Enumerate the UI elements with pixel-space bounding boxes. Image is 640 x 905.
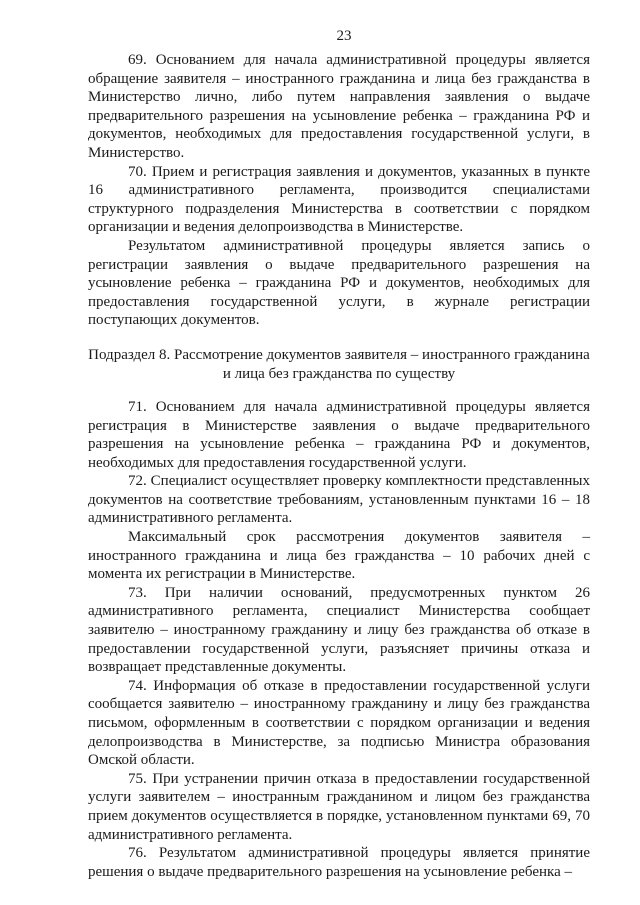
paragraph-69: 69. Основанием для начала административной процедуры является обращение заявителя – иностранного гражданина и лица без гражданства в Министерство лично, либо путем направления заявления о выдаче предварительного разрешения на усыновление ребенка – гражданина РФ и документов, необходимых для предоставления государственной услуги, в Министерство. <box>88 52 590 161</box>
paragraph-71: 71. Основанием для начала административной процедуры является регистрация в Министерстве заявления о выдаче предварительного разрешения на усыновление ребенка – гражданина РФ и документов, необходимых для предоставления государственной услуги. <box>88 398 590 471</box>
paragraph-73: 73. При наличии оснований, предусмотренных пунктом 26 административного регламента, специалист Министерства сообщает заявителю – иностранному гражданину и лицу без гражданства об отказе в предоставлении государственной услуги, разъясняет причины отказа и возвращает представленные документы. <box>88 584 590 676</box>
paragraph-max-term: Максимальный срок рассмотрения документов заявителя – иностранного гражданина и лица без гражданства – 10 рабочих дней с момента их регистрации в Министерстве. <box>88 529 590 583</box>
paragraph-result-registration: Результатом административной процедуры является запись о регистрации заявления о выдаче предварительного разрешения на усыновление ребенка – гражданина РФ и документов, необходимых для предоставления государственной услуги, в журнале регистрации поступающих документов. <box>88 237 590 329</box>
paragraph-70: 70. Прием и регистрация заявления и документов, указанных в пункте 16 административного регламента, производится специалистами структурного подразделения Министерства в соответствии с порядком организации и ведения делопроизводства в Министерстве. <box>88 163 590 236</box>
paragraph-75: 75. При устранении причин отказа в предоставлении государственной услуги заявителем – иностранным гражданином и лицом без гражданства прием документов осуществляется в порядке, установленном пунктами 69, 70 административного регламента. <box>88 770 590 843</box>
subsection-heading: Подраздел 8. Рассмотрение документов заявителя – иностранного гражданина и лица без гражданства по существу <box>88 346 590 382</box>
paragraph-76: 76. Результатом административной процедуры является принятие решения о выдаче предварительного разрешения на усыновление ребенка – <box>88 845 590 880</box>
paragraph-72: 72. Специалист осуществляет проверку комплектности представленных документов на соответствие требованиям, установленным пунктами 16 – 18 административного регламента. <box>88 473 590 527</box>
paragraph-74: 74. Информация об отказе в предоставлении государственной услуги сообщается заявителю – иностранному гражданину и лицу без гражданства письмом, оформленным в соответствии с порядком организации и ведения делопроизводства в Министерстве, за подписью Министра образования Омской области. <box>88 677 590 769</box>
page-number: 23 <box>336 28 352 44</box>
